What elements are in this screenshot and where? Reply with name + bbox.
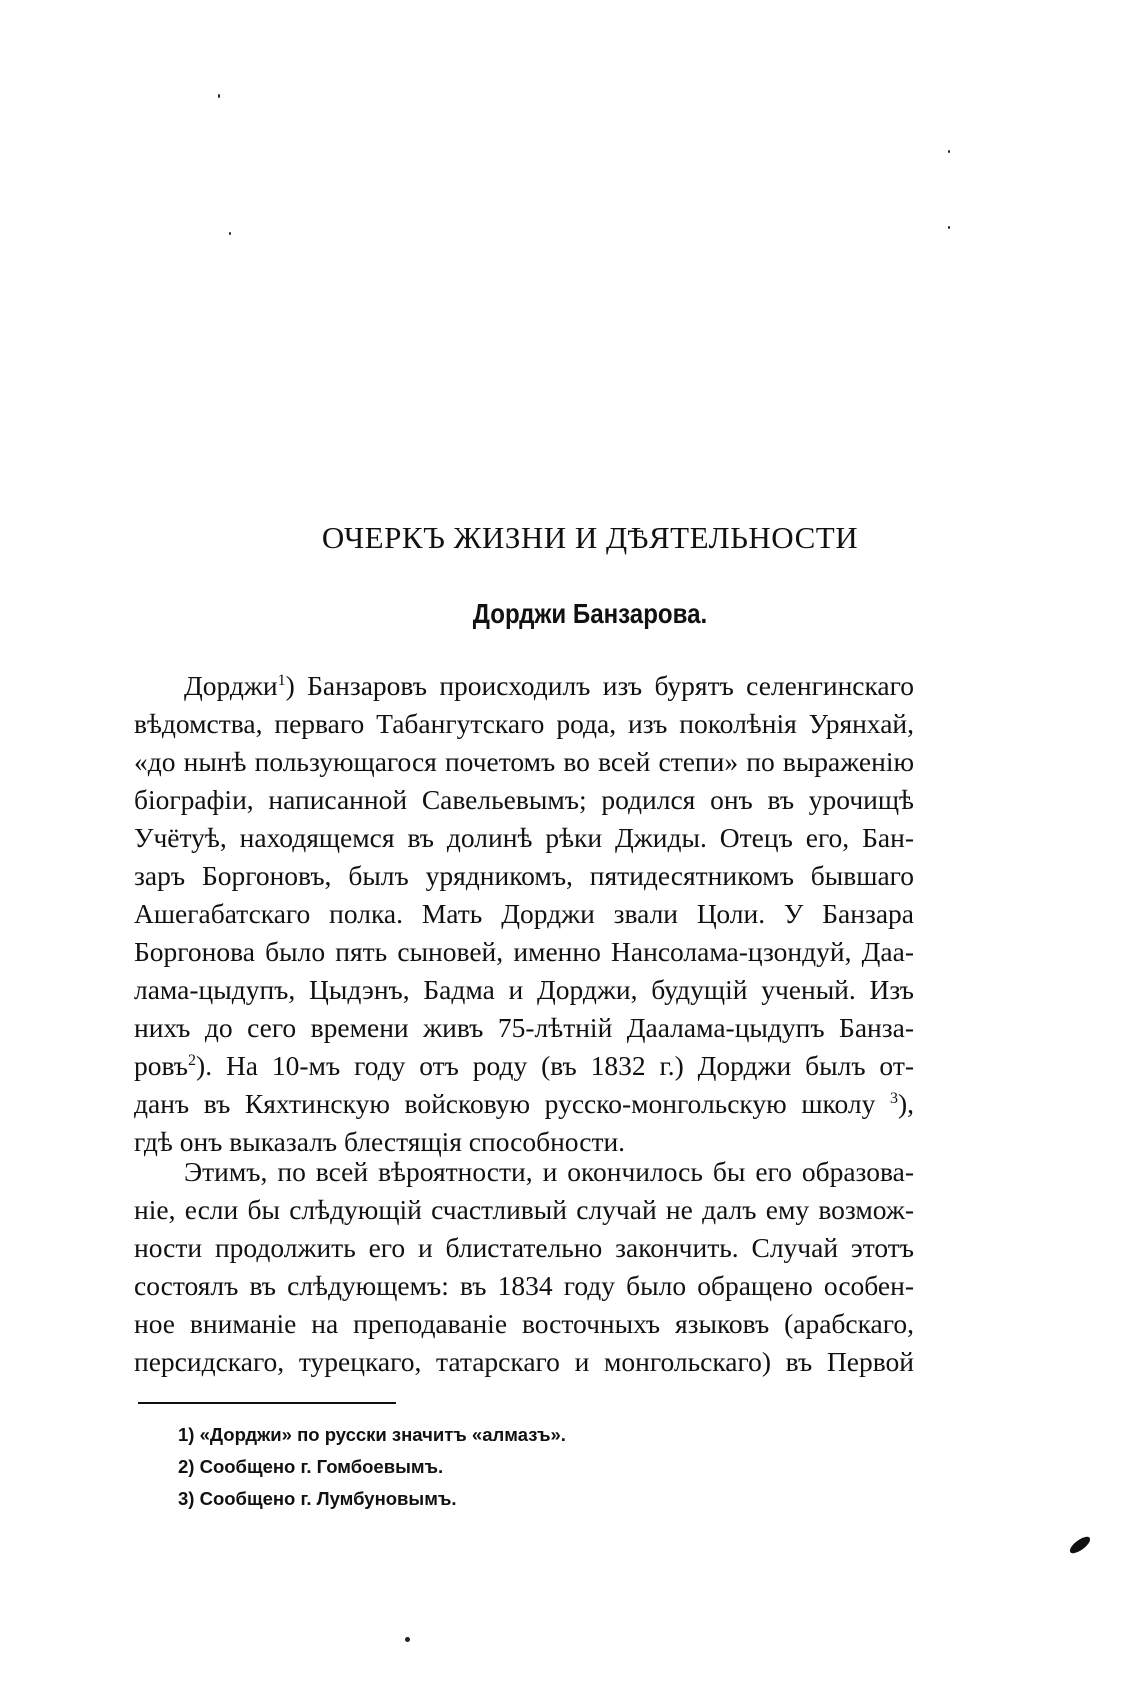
footnote-separator [138,1402,396,1404]
text-line: состоялъ въ слѣдующемъ: въ 1834 году было обращено особен- [134,1270,914,1301]
text-line: ніе, если бы слѣдующій счастливый случай не далъ ему возмож- [134,1194,914,1225]
text-line: ное вниманіе на преподаваніе восточныхъ языковъ (арабскаго, [134,1308,914,1339]
text-line: Боргонова было пять сыновей, именно Нансолама-цзондуй, Даа- [134,936,914,967]
text-line: лама-цыдупъ, Цыдэнъ, Бадма и Дорджи, будущій ученый. Изъ [134,974,914,1005]
ink-speck [405,1637,410,1642]
ink-speck [229,232,231,235]
paragraph-2 [134,1153,914,1381]
footnote-3: 3) Сообщено г. Лумбуновымъ. [178,1488,457,1509]
text-line: «до нынѣ пользующагося почетомъ во всей степи» по выраженію [134,746,914,777]
paragraph-1 [134,667,914,1161]
text-line: ности продолжить его и блистательно закончить. Случай этотъ [134,1232,914,1263]
document-title: ОЧЕРКЪ ЖИЗНИ И ДѢЯТЕЛЬНОСТИ [321,520,859,555]
text-line: Учётуѣ, находящемся въ долинѣ рѣки Джиды. Отецъ его, Бан- [134,822,914,853]
text-line: Дорджи$^1$) Банзаровъ происходилъ изъ бурятъ селенгинскаго [184,670,914,701]
text-line: персидскаго, турецкаго, татарскаго и монгольскаго) въ Первой [134,1346,914,1377]
document-subtitle: Дорджи Банзарова. [472,598,708,629]
text-line: вѣдомства, перваго Табангутскаго рода, изъ поколѣнія Урянхай, [134,708,914,739]
text-line: данъ въ Кяхтинскую войсковую русско-монгольскую школу $^3$), [134,1088,915,1119]
ink-speck [948,226,950,229]
text-line: заръ Боргоновъ, былъ урядникомъ, пятидесятникомъ бывшаго [134,860,914,891]
footnote-1: 1) «Дорджи» по русски значитъ «алмазъ». [178,1424,566,1445]
text-line: ровъ$^2$). На 10-мъ году отъ роду (въ 1832 г.) Дорджи былъ от- [134,1050,914,1081]
text-line: нихъ до сего времени живъ 75-лѣтній Даалама-цыдупъ Банза- [134,1012,914,1043]
text-line: біографіи, написанной Савельевымъ; родился онъ въ урочищѣ [134,784,914,815]
text-line: Этимъ, по всей вѣроятности, и окончилось бы его образова- [184,1156,914,1187]
ink-mark [1067,1534,1093,1555]
footnotes [178,1419,878,1515]
text-line: Ашегабатскаго полка. Мать Дорджи звали Цоли. У Банзара [134,898,914,929]
footnote-2: 2) Сообщено г. Гомбоевымъ. [178,1456,444,1477]
footnote-ref-3: 3 [889,1089,898,1107]
ink-speck [948,150,950,153]
footnote-ref-2: 2 [188,1051,197,1069]
ink-speck [218,94,220,98]
text-line: гдѣ онъ выказалъ блестящія способности. [134,1126,626,1157]
footnote-ref-1: 1 [277,671,286,689]
